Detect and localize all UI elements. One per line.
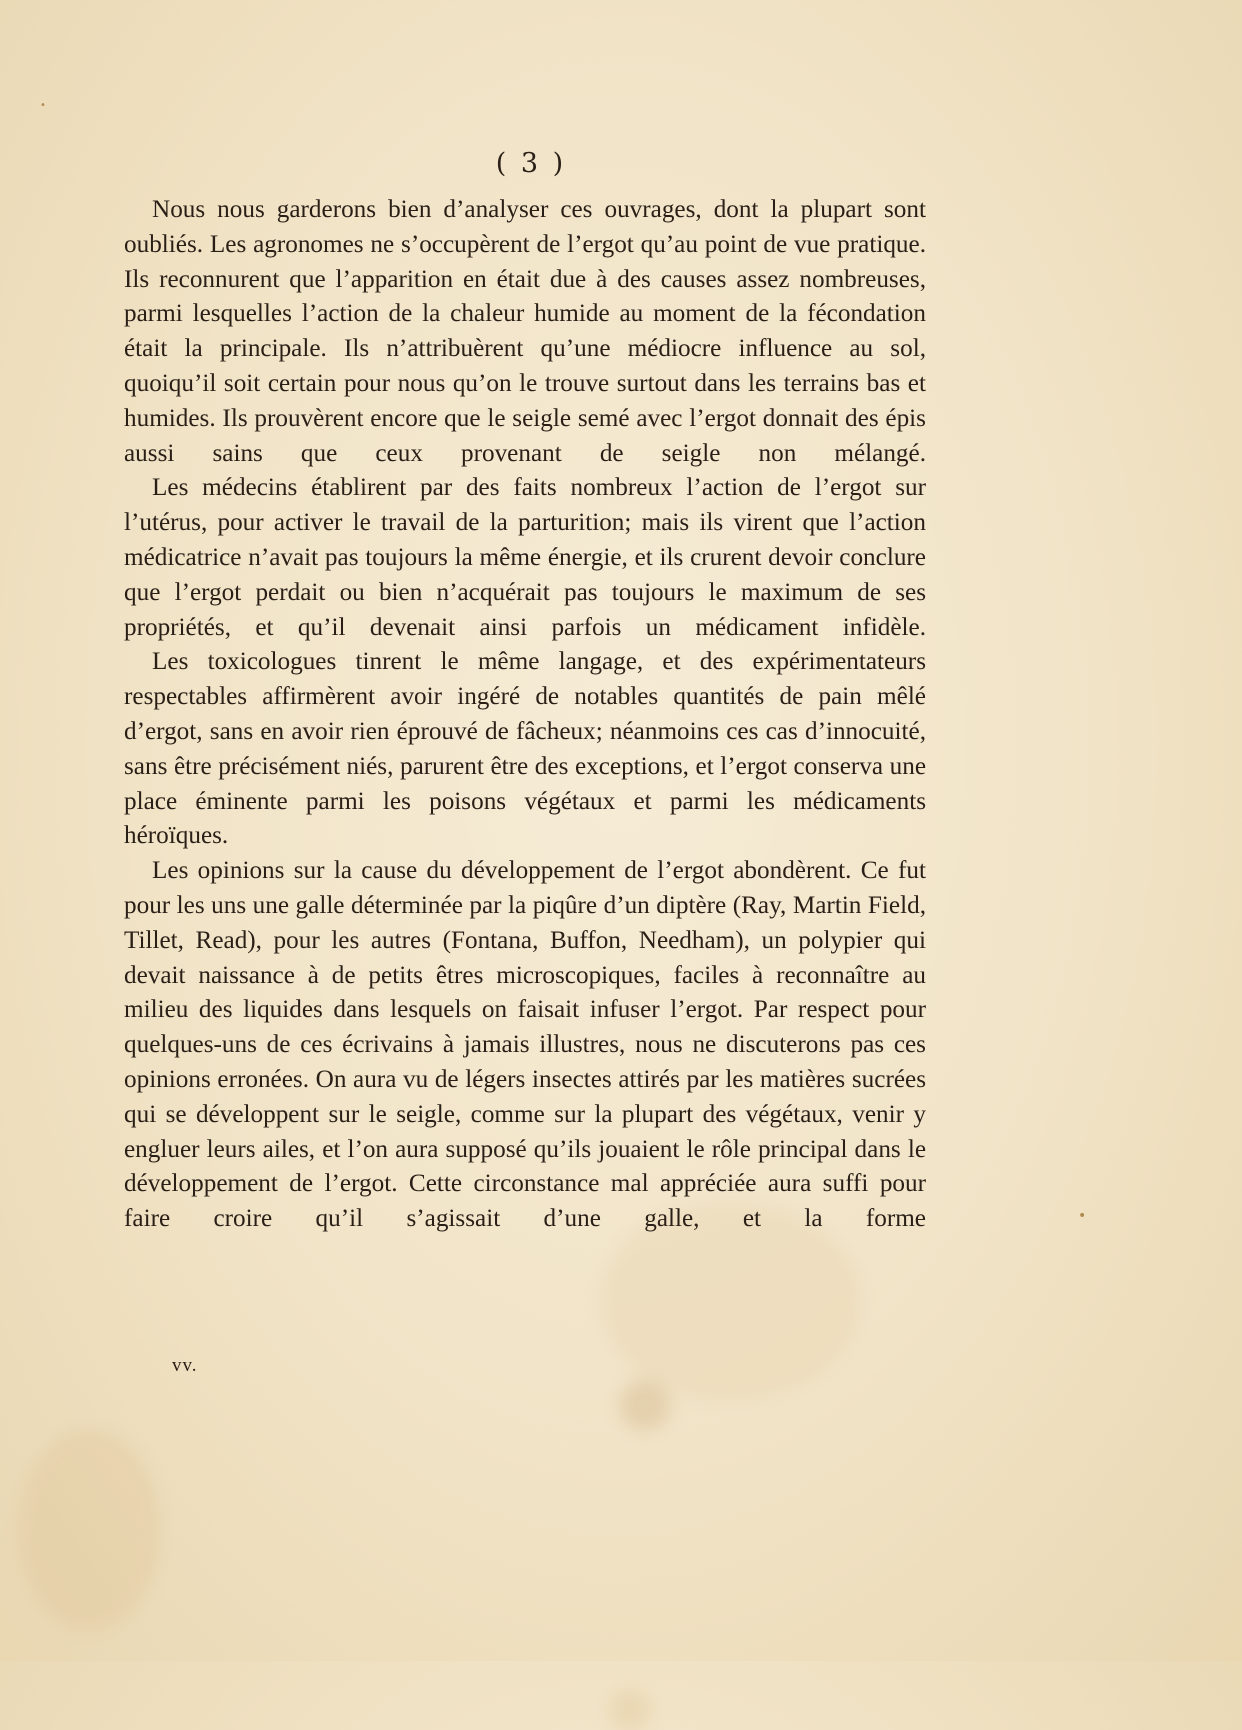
paper-stain (620, 1380, 670, 1430)
paper-stain (20, 1430, 160, 1630)
paper-stain (610, 1690, 650, 1730)
page-number: ( 3 ) (495, 148, 567, 179)
paragraph: Nous nous garderons bien d’analyser ces ouvrages, dont la plupart sont oubliés. Les agronomes ne s’occupèrent de l’ergot qu’au point de vue pratique. Ils reconnurent que l’apparition en était due à des causes assez nombreuses, parmi lesquelles l’action de la chaleur humide au moment de la fécondation était la principale. Ils n’attribuèrent qu’une médiocre influence au sol, quoiqu’il soit certain pour nous qu’on le trouve surtout dans les terrains bas et humides. Ils prouvèrent encore que le seigle semé avec l’ergot donnait des épis aussi sains que ceux provenant de seigle non mélangé. (124, 196, 926, 467)
paragraph: Les opinions sur la cause du développement de l’ergot abondèrent. Ce fut pour les uns une galle déterminée par la piqûre d’un diptère (Ray, Martin Field, Tillet, Read), pour les autres (Fontana, Buffon, Needham), un polypier qui devait naissance à de petits êtres microscopiques, faciles à reconnaître au milieu des liquides dans lesquels on faisait infuser l’ergot. Par respect pour quelques-uns de ces écrivains à jamais illustres, nous ne discuterons pas ces opinions erronées. On aura vu de légers insectes attirés par les matières sucrées qui se développent sur le seigle, comme sur la plupart des végétaux, venir y engluer leurs ailes, et l’on aura supposé qu’ils jouaient le rôle principal dans le développement de l’ergot. Cette circonstance mal appréciée aura suffi pour faire croire qu’il s’agissait d’une galle, et la forme (124, 857, 926, 1233)
body-text (124, 193, 926, 1237)
margin-mark: • (40, 100, 46, 111)
signature-mark: vv. (172, 1355, 198, 1376)
paragraph: Les toxicologues tinrent le même langage, et des expérimentateurs respectables affirmèrent avoir ingéré de notables quantités de pain mêlé d’ergot, sans en avoir rien éprouvé de fâcheux; néanmoins ces cas d’innocuité, sans être précisément niés, parurent être des exceptions, et l’ergot conserva une place éminente parmi les poisons végétaux et parmi les médicaments héroïques. (124, 648, 926, 850)
paragraph: Les médecins établirent par des faits nombreux l’action de l’ergot sur l’utérus, pour activer le travail de la parturition; mais ils virent que l’action médicatrice n’avait pas toujours la même énergie, et ils crurent devoir conclure que l’ergot perdait ou bien n’acquérait pas toujours le maximum de ses propriétés, et qu’il devenait ainsi parfois un médicament infidèle. (124, 474, 926, 641)
margin-mark: • (1078, 1208, 1087, 1224)
